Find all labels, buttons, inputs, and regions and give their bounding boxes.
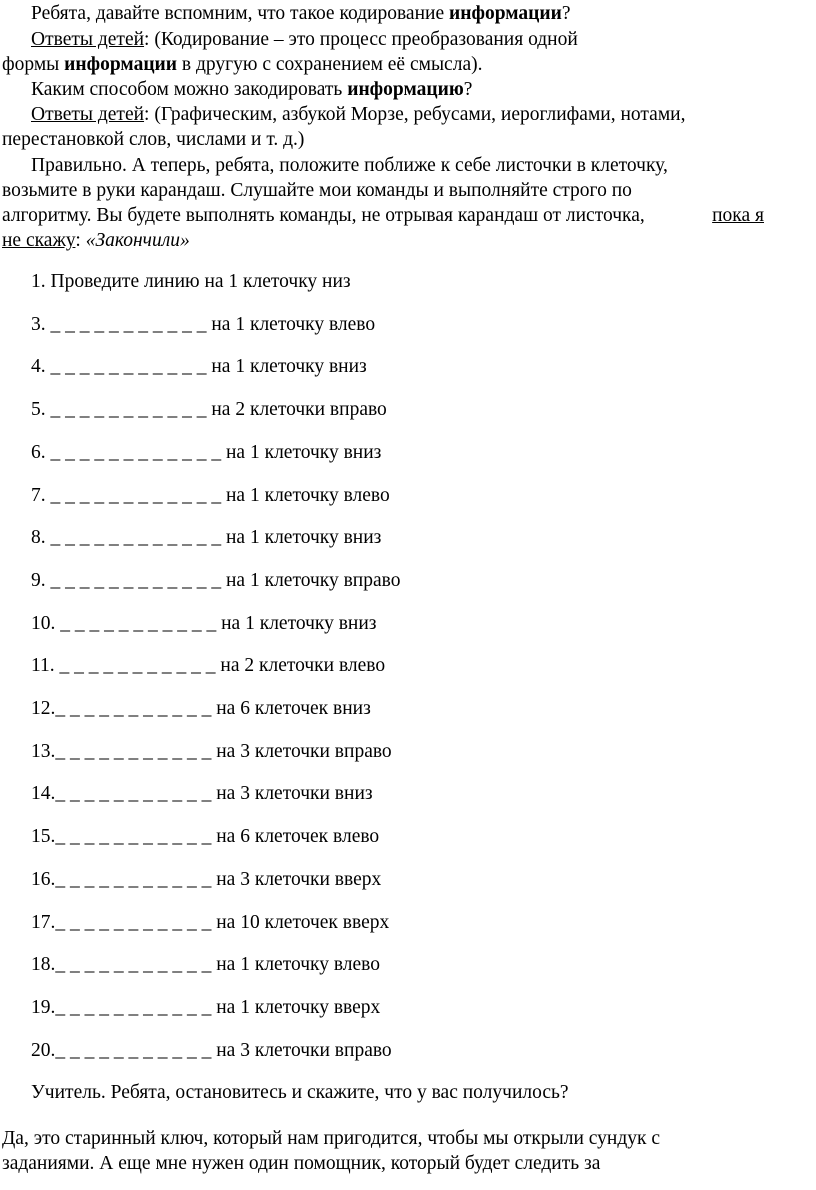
algorithm-step: 6. _ _ _ _ _ _ _ _ _ _ _ _ на 1 клеточку вниз: [31, 442, 382, 463]
algorithm-step: 16._ _ _ _ _ _ _ _ _ _ _ на 3 клеточки вверх: [31, 869, 382, 890]
algorithm-step: 18._ _ _ _ _ _ _ _ _ _ _ на 1 клеточку влево: [31, 954, 381, 975]
algorithm-step: 9. _ _ _ _ _ _ _ _ _ _ _ _ на 1 клеточку вправо: [31, 570, 401, 591]
instruction-line-4: [2, 229, 190, 253]
algorithm-step: 17._ _ _ _ _ _ _ _ _ _ _ на 10 клеточек вверх: [31, 912, 390, 933]
algorithm-step: 4. _ _ _ _ _ _ _ _ _ _ _ на 1 клеточку вниз: [31, 356, 367, 377]
algorithm-step: 3. _ _ _ _ _ _ _ _ _ _ _ на 1 клеточку влево: [31, 314, 376, 335]
algorithm-step: 7. _ _ _ _ _ _ _ _ _ _ _ _ на 1 клеточку влево: [31, 485, 390, 506]
text: Каким способом можно закодировать: [31, 79, 348, 100]
answer-label: Ответы детей: [31, 29, 145, 50]
children-answer-2-cont: перестановкой слов, числами и т. д.): [2, 129, 305, 150]
children-answer-1: [31, 28, 578, 52]
text: ?: [561, 3, 571, 24]
underlined-text: пока я: [712, 205, 764, 226]
teacher-question: Учитель. Ребята, остановитесь и скажите, что у вас получилось?: [31, 1082, 569, 1103]
intro-question-2: [31, 78, 472, 102]
text: Ребята, давайте вспомним, что такое кодирование: [31, 3, 449, 24]
algorithm-step: 5. _ _ _ _ _ _ _ _ _ _ _ на 2 клеточки вправо: [31, 399, 387, 420]
text: в другую с сохранением её смысла).: [177, 54, 483, 75]
algorithm-step: 13._ _ _ _ _ _ _ _ _ _ _ на 3 клеточки вправо: [31, 741, 392, 762]
text: :: [75, 230, 86, 251]
children-answer-2: [31, 103, 685, 127]
intro-question-1: [31, 2, 571, 26]
bold-term: информацию: [347, 79, 464, 100]
algorithm-step: 14._ _ _ _ _ _ _ _ _ _ _ на 3 клеточки вниз: [31, 783, 373, 804]
algorithm-step: 19._ _ _ _ _ _ _ _ _ _ _ на 1 клеточку вверх: [31, 997, 381, 1018]
algorithm-step: 1. Проведите линию на 1 клеточку низ: [31, 271, 351, 292]
answer-label: Ответы детей: [31, 104, 145, 125]
algorithm-step: 20._ _ _ _ _ _ _ _ _ _ _ на 3 клеточки вправо: [31, 1040, 392, 1061]
bold-term: информации: [449, 3, 562, 24]
algorithm-step: 10. _ _ _ _ _ _ _ _ _ _ _ на 1 клеточку вниз: [31, 613, 377, 634]
conclusion-line-1: Да, это старинный ключ, который нам пригодится, чтобы мы открыли сундук с: [2, 1128, 661, 1149]
underlined-text: не скажу: [2, 230, 76, 251]
instruction-line-3: [2, 204, 790, 228]
algorithm-step: 12._ _ _ _ _ _ _ _ _ _ _ на 6 клеточек вниз: [31, 698, 371, 719]
text: алгоритму. Вы будете выполнять команды, не отрывая карандаш от листочка,: [2, 205, 645, 226]
text: : (Графическим, азбукой Морзе, ребусами, иероглифами, нотами,: [144, 104, 686, 125]
text: : (Кодирование – это процесс преобразования одной: [144, 29, 578, 50]
algorithm-step: 11. _ _ _ _ _ _ _ _ _ _ _ на 2 клеточки влево: [31, 655, 386, 676]
bold-term: информации: [64, 54, 178, 75]
instruction-line-1: Правильно. А теперь, ребята, положите поближе к себе листочки в клеточку,: [31, 155, 668, 176]
algorithm-step: 15._ _ _ _ _ _ _ _ _ _ _ на 6 клеточек влево: [31, 826, 380, 847]
text: ?: [463, 79, 473, 100]
italic-quote: «Закончили»: [85, 230, 190, 251]
conclusion-line-2: заданиями. А еще мне нужен один помощник, который будет следить за: [2, 1153, 601, 1174]
instruction-line-2: возьмите в руки карандаш. Слушайте мои команды и выполняйте строго по: [2, 180, 632, 201]
algorithm-step: 8. _ _ _ _ _ _ _ _ _ _ _ _ на 1 клеточку вниз: [31, 527, 382, 548]
text: формы: [2, 54, 65, 75]
children-answer-1-cont: [2, 53, 482, 77]
